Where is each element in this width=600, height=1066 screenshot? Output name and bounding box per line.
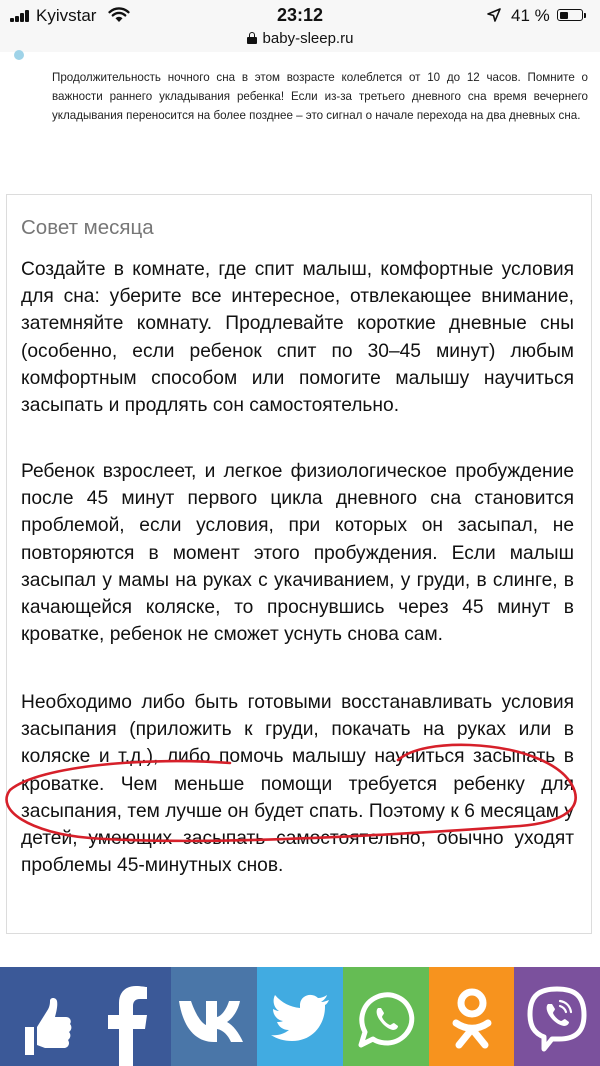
intro-paragraph: Продолжительность ночного сна в этом возрасте колеблется от 10 до 12 часов. Помните о важности раннего укладывания ребенка! Если из-за третьего дневного сна время вечернего укладывания переносится на более позднее – это сигнал о начале перехода на два дневных сна. [52,71,588,122]
advice-paragraph-3: Необходимо либо быть готовыми восстанавливать условия засыпания (приложить к груди, покачать на руках или в коляске и т.д.), либо помочь малышу научиться засыпать в кроватке. Чем меньше помощи требуется ребенку для засыпания, тем лучше он будет спать. Поэтому к 6 месяцам у детей, умеющих засыпать самостоятельно, обычно уходят проблемы 45-минутных снов. [21,692,574,877]
twitter-icon [257,967,343,1066]
share-like-button[interactable] [0,967,86,1066]
carrier-name: Kyivstar [36,6,97,25]
viber-icon [514,967,600,1066]
whatsapp-icon [343,967,429,1066]
location-arrow-icon [487,8,501,22]
share-whatsapp-button[interactable] [343,967,429,1066]
vk-icon [171,967,257,1066]
battery-tip [584,13,586,18]
bullet-dot-icon [14,50,24,60]
share-vkontakte-button[interactable] [171,967,257,1066]
share-facebook-button[interactable] [86,967,172,1066]
battery-level [560,12,568,19]
thumbs-up-icon [0,967,86,1066]
battery-percent: 41 % [511,6,550,25]
share-bar [0,967,600,1066]
address-bar[interactable] [0,30,600,52]
facebook-icon [86,967,172,1066]
battery-icon [557,9,583,21]
advice-title: Совет месяца [21,216,154,239]
advice-paragraph-1: Создайте в комнате, где спит малыш, комфортные условия для сна: уберите все интересное, отвлекающее внимание, затемняйте комнату. Продлевайте короткие дневные сны (особенно, если ребенок спит по 30–45 минут) любым комфортным способом или помогите малышу научиться засыпать и продлять сон самостоятельно. [21,259,574,417]
url-text: baby-sleep.ru [262,30,354,47]
advice-paragraph-2: Ребенок взрослеет, и легкое физиологическое пробуждение после 45 минут первого цикла дневного сна становится проблемой, если условия, при которых он засыпал, не повторяются в момент этого пробуждения. Если малыш засыпал у мамы на руках с укачиванием, у груди, в слинге, в качающейся коляске, то проснувшись через 45 минут в кроватке, ребенок не сможет уснуть снова сам. [21,461,574,646]
share-twitter-button[interactable] [257,967,343,1066]
share-odnoklassniki-button[interactable] [429,967,515,1066]
clock: 23:12 [276,5,324,25]
odnoklassniki-icon [429,967,515,1066]
lock-icon [247,32,257,44]
share-viber-button[interactable] [514,967,600,1066]
status-bar [0,0,600,30]
